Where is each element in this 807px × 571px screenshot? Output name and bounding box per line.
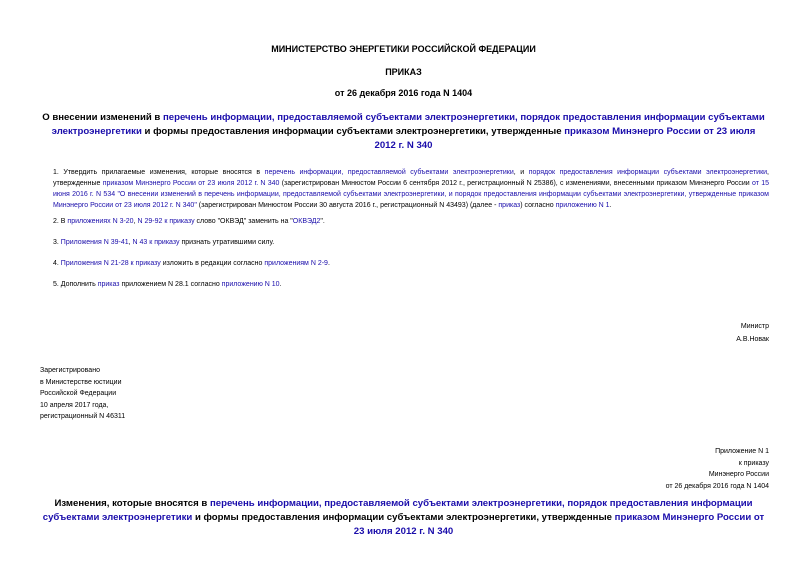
appendix-line-3: Минэнерго России — [708, 471, 769, 478]
title-text-1: О внесении изменений в — [42, 112, 163, 123]
p1-text-e: , утвержденные — [53, 169, 769, 187]
p2-text-e: слово "ОКВЭД" заменить на " — [194, 218, 293, 225]
signature-name: А.В.Новак — [736, 335, 769, 343]
paragraph-5 — [53, 281, 282, 288]
registration-line-5: регистрационный N 46311 — [40, 413, 126, 420]
p5-text-a: 5. Дополнить — [53, 281, 98, 288]
p1-text-m: . — [609, 202, 612, 209]
paragraph-4 — [53, 260, 330, 267]
doc-date-number: от 26 декабря 2016 года N 1404 — [334, 88, 473, 98]
paragraph-2 — [53, 218, 325, 225]
appendix-title-link-perechen[interactable]: перечень информации, предоставляемой субъектами электроэнергетики, порядок предоставления информации субъектами электроэнергетики — [42, 498, 753, 523]
p1-text-k: ) согласно — [520, 202, 556, 209]
p2-text-g: ". — [320, 218, 325, 225]
title-link-prikaz-340[interactable]: приказом Минэнерго России от 23 июля 2012 г. N 340 — [374, 126, 756, 151]
p1-link-poryadok[interactable]: порядок предоставления информации субъектами электроэнергетики — [528, 169, 768, 176]
doc-type-heading: ПРИКАЗ — [385, 67, 422, 77]
appendix-line-4: от 26 декабря 2016 года N 1404 — [665, 482, 769, 490]
appendix-block — [666, 446, 769, 492]
p3-text-c: , — [128, 239, 133, 246]
registration-line-2: в Министерстве юстиции — [40, 378, 122, 386]
p1-link-prikaz-340[interactable]: приказом Минэнерго России от 23 июля 2012 г. N 340 — [102, 180, 280, 187]
appendix-title — [40, 497, 767, 539]
appendix-title-link-prikaz-340[interactable]: приказом Минэнерго России от 23 июля 2012 г. N 340 — [353, 512, 765, 537]
p5-link-prikaz[interactable]: приказ — [97, 281, 120, 288]
registration-line-3: Российской Федерации — [40, 390, 117, 397]
p3-text-e: признать утратившими силу. — [179, 239, 275, 246]
p2-text-a: 2. В — [53, 218, 68, 225]
paragraph-3 — [53, 239, 274, 246]
p1-link-prilozhenie-1[interactable]: приложению N 1 — [555, 202, 610, 209]
title-link-perechen[interactable]: перечень информации, предоставляемой субъектами электроэнергетики, порядок предоставления информации субъектами электроэнергетики — [51, 112, 765, 137]
p5-text-e: . — [279, 281, 282, 288]
signature-position: Министр — [740, 323, 769, 330]
signature-block — [736, 321, 769, 346]
registration-block — [40, 365, 125, 423]
p3-link-43[interactable]: N 43 к приказу — [132, 239, 180, 246]
appendix-title-text-2: и формы предоставления информации субъектами электроэнергетики, утвержденные — [192, 512, 615, 523]
p1-text-g: (зарегистрирован Минюстом России 6 сентября 2012 г., регистрационный N 25386), с изменениями, внесенными приказом Минэнерго России — [279, 180, 752, 187]
document-title — [40, 111, 767, 153]
p1-text-a: 1. Утвердить прилагаемые изменения, которые вносятся в — [53, 169, 265, 176]
p2-link-29-92[interactable]: N 29-92 к приказу — [137, 218, 195, 225]
p2-link-okved2[interactable]: ОКВЭД2 — [292, 218, 321, 225]
p1-link-prikaz-534[interactable]: от 15 июня 2016 г. N 534 "О внесении изменений в перечень информации, предоставляемой субъектами электроэнергетики, и порядок предоставления информации субъектами электроэнергетики, утвержденные приказом Минэнерго России от 23 июля 2012 г. N 340" — [53, 180, 769, 209]
p3-text-a: 3. — [53, 239, 61, 246]
p1-text-i: (зарегистрирован Минюстом России 30 августа 2016 г., регистрационный N 43493) (далее - — [196, 202, 499, 209]
p4-text-c: изложить в редакции согласно — [160, 260, 265, 267]
p2-link-3-20[interactable]: приложениях N 3-20 — [67, 218, 134, 225]
paragraph-1 — [53, 167, 769, 211]
p5-link-prilozhenie-10[interactable]: приложению N 10 — [221, 281, 280, 288]
appendix-line-1: Приложение N 1 — [715, 448, 769, 455]
p1-link-prikaz[interactable]: приказ — [498, 202, 521, 209]
appendix-title-text-1: Изменения, которые вносятся в — [54, 498, 210, 509]
registration-line-1: Зарегистрировано — [40, 367, 100, 374]
registration-line-4: 10 апреля 2017 года, — [40, 401, 109, 409]
p4-text-a: 4. — [53, 260, 61, 267]
p4-link-2-9[interactable]: приложениям N 2-9 — [264, 260, 328, 267]
p1-text-c: , и — [513, 169, 529, 176]
p4-link-21-28[interactable]: Приложения N 21-28 к приказу — [60, 260, 161, 267]
p3-link-39-41[interactable]: Приложения N 39-41 — [60, 239, 129, 246]
ministry-heading: МИНИСТЕРСТВО ЭНЕРГЕТИКИ РОССИЙСКОЙ ФЕДЕРАЦИИ — [271, 44, 536, 54]
p2-text-c: , — [133, 218, 138, 225]
appendix-line-2: к приказу — [738, 459, 769, 467]
p5-text-c: приложением N 28.1 согласно — [119, 281, 222, 288]
p4-text-e: . — [327, 260, 330, 267]
p1-link-perechen[interactable]: перечень информации, предоставляемой субъектами электроэнергетики — [264, 169, 514, 176]
title-text-2: и формы предоставления информации субъектами электроэнергетики, утвержденные — [141, 126, 565, 137]
